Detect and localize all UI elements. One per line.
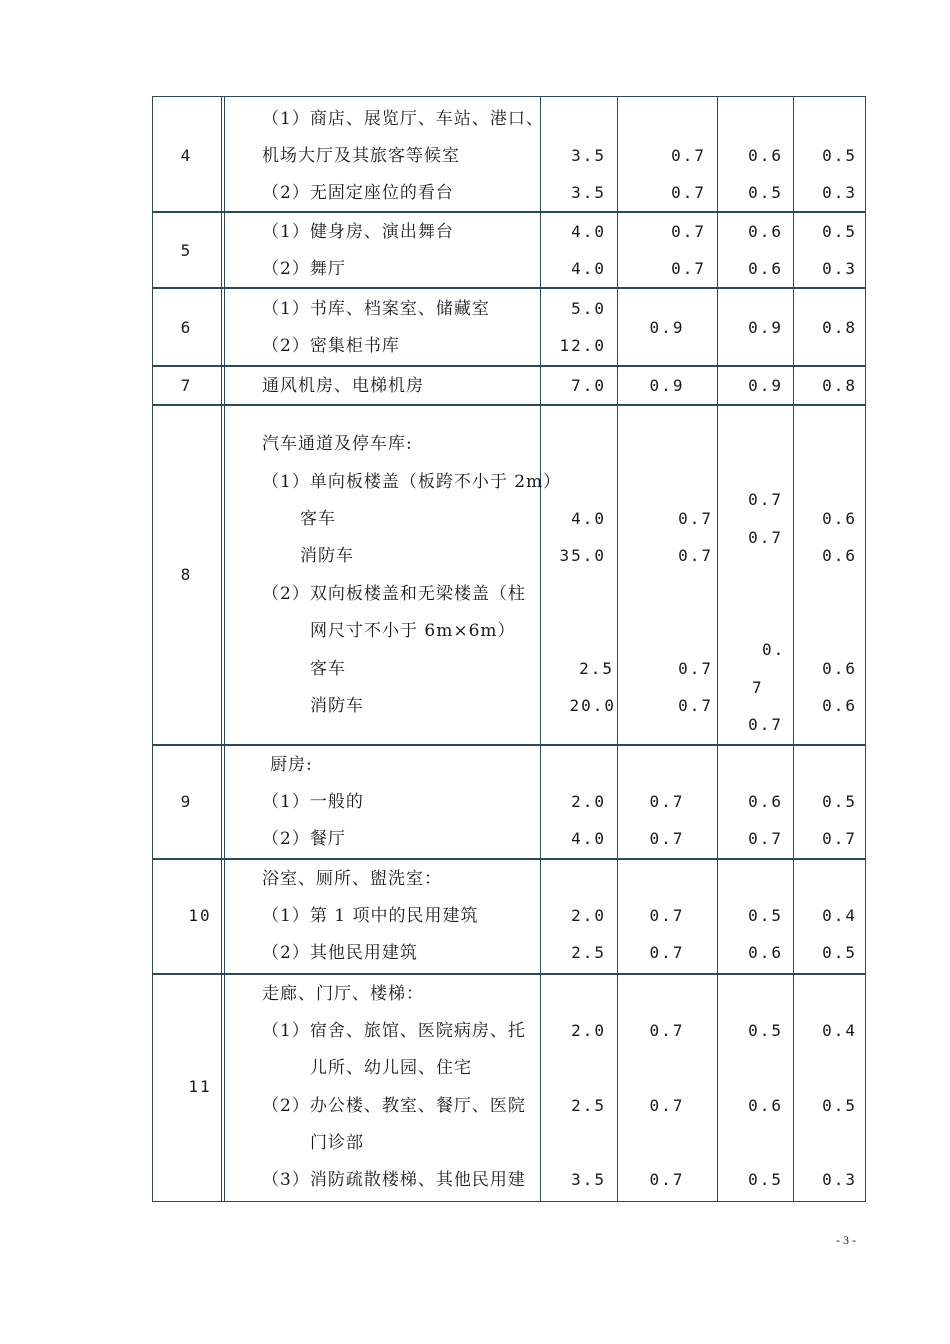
coef-quasi: 0.6: [822, 696, 857, 715]
coef-quasi: 0.5: [822, 792, 857, 811]
row-description: 机场大厅及其旅客等候室: [262, 146, 460, 166]
coef-frequent: 0.5: [748, 1170, 783, 1189]
row-divider: [152, 287, 866, 289]
coef-frequent: 0.7: [748, 490, 783, 509]
coef-frequent: 7: [752, 678, 764, 697]
load-value: 2.0: [571, 792, 606, 811]
row-number: 8: [180, 565, 193, 584]
coef-quasi: 0.6: [822, 546, 857, 565]
coef-frequent: 0.7: [748, 528, 783, 547]
coef-quasi: 0.5: [822, 146, 857, 165]
coef-quasi: 0.5: [822, 222, 857, 241]
row-number: 10: [188, 906, 212, 925]
coef-frequent: 0.6: [748, 792, 783, 811]
coef-combination: 0.7: [671, 146, 706, 165]
row-description: （1）书库、档案室、储藏室: [262, 299, 490, 319]
coef-combination: 0.7: [671, 259, 706, 278]
coef-combination: 0.7: [678, 659, 713, 678]
coef-quasi: 0.4: [822, 906, 857, 925]
row-description: 门诊部: [310, 1133, 364, 1153]
load-value: 2.0: [571, 906, 606, 925]
coef-combination: 0.7: [649, 1021, 685, 1040]
row-description: （1）单向板楼盖（板跨不小于 2m）: [262, 472, 562, 492]
coef-combination: 0.7: [678, 696, 713, 715]
coef-frequent: 0.9: [748, 376, 783, 395]
coef-combination: 0.7: [649, 792, 685, 811]
coef-frequent: 0.9: [748, 318, 783, 337]
load-value: 3.5: [571, 1170, 606, 1189]
coef-frequent: 0.: [762, 640, 786, 659]
row-description: （2）舞厅: [262, 259, 346, 279]
coef-frequent: 0.5: [748, 1021, 783, 1040]
coef-quasi: 0.8: [822, 376, 857, 395]
coef-quasi: 0.5: [822, 943, 857, 962]
row-description: （2）其他民用建筑: [262, 943, 418, 963]
row-divider: [152, 973, 866, 975]
row-number: 7: [180, 376, 193, 395]
load-value: 5.0: [571, 299, 606, 318]
load-value: 2.0: [571, 1021, 606, 1040]
load-value: 3.5: [571, 183, 606, 202]
row-description: 走廊、门厅、楼梯：: [262, 984, 424, 1004]
row-description: 消防车: [310, 696, 364, 716]
row-description: 汽车通道及停车库:: [262, 434, 413, 454]
coef-quasi: 0.3: [822, 183, 857, 202]
row-description: （1）一般的: [262, 792, 364, 812]
coef-combination: 0.9: [649, 318, 685, 337]
coef-quasi: 0.4: [822, 1021, 857, 1040]
coef-combination: 0.7: [649, 1096, 685, 1115]
coef-frequent: 0.6: [748, 222, 783, 241]
coef-frequent: 0.6: [748, 146, 783, 165]
coef-quasi: 0.8: [822, 318, 857, 337]
page-number: - 3 -: [836, 1233, 856, 1247]
row-description: （2）无固定座位的看台: [262, 183, 454, 203]
row-description: 网尺寸不小于 6m×6m）: [310, 621, 516, 641]
row-divider: [152, 858, 866, 860]
load-value: 4.0: [571, 222, 606, 241]
coef-frequent: 0.5: [748, 906, 783, 925]
coef-frequent: 0.7: [748, 829, 783, 848]
row-description: 客车: [300, 509, 336, 529]
row-description: 通风机房、电梯机房: [262, 376, 424, 396]
col-divider: [224, 96, 225, 1202]
coef-combination: 0.7: [678, 509, 713, 528]
coef-combination: 0.7: [649, 829, 685, 848]
row-number: 9: [180, 792, 193, 811]
coef-frequent: 0.6: [748, 943, 783, 962]
coef-quasi: 0.6: [822, 659, 857, 678]
load-value: 2.5: [571, 943, 606, 962]
load-value: 4.0: [571, 259, 606, 278]
row-divider: [152, 404, 866, 406]
row-description: 消防车: [300, 546, 354, 566]
coef-combination: 0.7: [671, 183, 706, 202]
row-number: 4: [180, 146, 193, 165]
row-description: （2）办公楼、教室、餐厅、医院: [262, 1096, 526, 1116]
load-value: 7.0: [571, 376, 606, 395]
load-value: 4.0: [571, 829, 606, 848]
coef-frequent: 0.7: [748, 715, 783, 734]
row-description: 浴室、厕所、盥洗室：: [262, 869, 442, 889]
coef-quasi: 0.3: [822, 1170, 857, 1189]
coef-combination: 0.7: [649, 906, 685, 925]
col-divider: [221, 96, 222, 1202]
coef-quasi: 0.6: [822, 509, 857, 528]
row-divider: [152, 211, 866, 213]
coef-combination: 0.7: [649, 1170, 685, 1189]
load-table: [152, 96, 866, 1202]
load-value: 3.5: [571, 146, 606, 165]
coef-combination: 0.7: [671, 222, 706, 241]
coef-combination: 0.7: [678, 546, 713, 565]
row-description: （1）健身房、演出舞台: [262, 222, 454, 242]
coef-quasi: 0.7: [822, 829, 857, 848]
coef-frequent: 0.6: [748, 259, 783, 278]
coef-quasi: 0.5: [822, 1096, 857, 1115]
row-number: 6: [180, 318, 193, 337]
coef-combination: 0.7: [649, 943, 685, 962]
load-value: 35.0: [559, 546, 606, 565]
row-description: （2）餐厅: [262, 829, 346, 849]
coef-quasi: 0.3: [822, 259, 857, 278]
load-value: 20.0: [569, 696, 616, 715]
row-number: 11: [188, 1077, 212, 1096]
row-description: （2）密集柜书库: [262, 336, 400, 356]
row-number: 5: [180, 241, 193, 260]
load-value: 2.5: [579, 659, 614, 678]
row-divider: [152, 365, 866, 367]
row-description: （1）商店、展览厅、车站、港口、: [262, 109, 544, 129]
row-divider: [152, 744, 866, 746]
row-description: 厨房:: [270, 755, 313, 775]
row-description: （1）宿舍、旅馆、医院病房、托: [262, 1021, 526, 1041]
coef-frequent: 0.6: [748, 1096, 783, 1115]
load-value: 2.5: [571, 1096, 606, 1115]
row-description: （2）双向板楼盖和无梁楼盖（柱: [262, 584, 526, 604]
row-description: 客车: [310, 659, 346, 679]
row-description: （3）消防疏散楼梯、其他民用建: [262, 1170, 526, 1190]
coef-frequent: 0.5: [748, 183, 783, 202]
load-value: 12.0: [559, 336, 606, 355]
row-description: （1）第 1 项中的民用建筑: [262, 906, 479, 926]
coef-combination: 0.9: [649, 376, 685, 395]
row-description: 儿所、幼儿园、住宅: [310, 1058, 472, 1078]
load-value: 4.0: [571, 509, 606, 528]
